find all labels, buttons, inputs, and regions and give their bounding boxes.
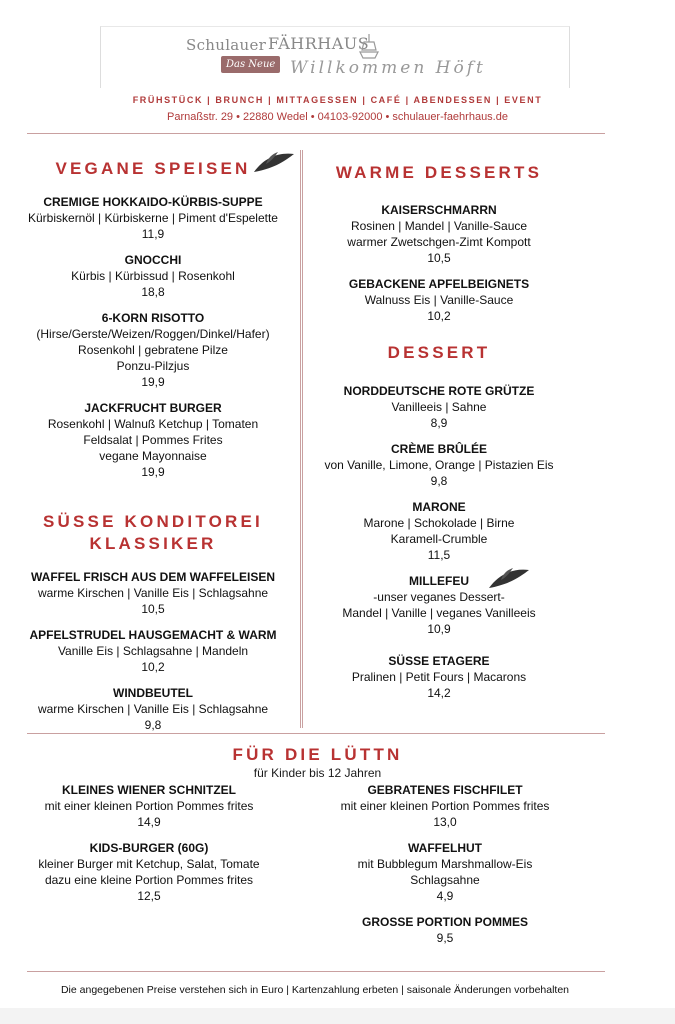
footer-note: Die angegebenen Preise verstehen sich in Euro | Kartenzahlung erbeten | saisonale Änderungen vorbehalten bbox=[60, 984, 570, 996]
item-name: CREMIGE HOKKAIDO-KÜRBIS-SUPPE bbox=[43, 195, 263, 209]
item-desc: warmer Zwetschgen-Zimt Kompott bbox=[347, 235, 531, 249]
menu-item bbox=[308, 653, 570, 701]
item-name: GNOCCHI bbox=[124, 253, 182, 267]
leaf-icon bbox=[487, 566, 531, 592]
item-price: 19,9 bbox=[141, 465, 165, 479]
item-price: 9,5 bbox=[436, 931, 454, 945]
item-price: 14,9 bbox=[137, 815, 161, 829]
item-price: 9,8 bbox=[430, 474, 448, 488]
logo-text-faehrhaus: FÄHRHAUS bbox=[268, 34, 370, 53]
item-desc: mit Bubblegum Marshmallow-Eis bbox=[357, 857, 533, 871]
logo-script: Willkommen Höft bbox=[290, 58, 486, 78]
item-name: KLEINES WIENER SCHNITZEL bbox=[61, 783, 236, 797]
menu-item bbox=[10, 840, 288, 904]
item-name: 6-KORN RISOTTO bbox=[101, 311, 205, 325]
item-name: GEBRATENES FISCHFILET bbox=[367, 783, 523, 797]
menu-item bbox=[14, 569, 292, 617]
warm-desserts-heading: WARME DESSERTS bbox=[335, 163, 543, 182]
item-desc: -unser veganes Dessert- bbox=[373, 590, 505, 604]
item-desc: mit einer kleinen Portion Pommes frites bbox=[340, 799, 550, 813]
item-name: MARONE bbox=[412, 500, 466, 514]
item-name: WAFFELHUT bbox=[408, 841, 482, 855]
leaf-icon bbox=[252, 150, 296, 176]
menu-item bbox=[308, 276, 570, 324]
menu-item bbox=[308, 499, 570, 563]
item-desc: dazu eine kleine Portion Pommes frites bbox=[44, 873, 254, 887]
item-name: APFELSTRUDEL HAUSGEMACHT & WARM bbox=[29, 628, 277, 642]
item-desc: mit einer kleinen Portion Pommes frites bbox=[44, 799, 254, 813]
kids-right-column bbox=[300, 780, 590, 946]
item-name: NORDDEUTSCHE ROTE GRÜTZE bbox=[343, 384, 535, 398]
item-price: 19,9 bbox=[141, 375, 165, 389]
item-name: WINDBEUTEL bbox=[113, 686, 193, 700]
item-desc: Marone | Schokolade | Birne bbox=[363, 516, 515, 530]
item-desc: warme Kirschen | Vanille Eis | Schlagsahne bbox=[37, 586, 269, 600]
item-desc: kleiner Burger mit Ketchup, Salat, Tomate bbox=[38, 857, 260, 871]
item-price: 11,5 bbox=[427, 548, 451, 562]
menu-item bbox=[308, 202, 570, 266]
menu-item bbox=[14, 685, 292, 733]
item-price: 10,5 bbox=[427, 251, 451, 265]
menu-item bbox=[14, 627, 292, 675]
kids-left-column bbox=[10, 780, 288, 904]
item-desc: Pralinen | Petit Fours | Macarons bbox=[351, 670, 527, 684]
divider-top bbox=[27, 133, 605, 134]
item-price: 18,8 bbox=[141, 285, 165, 299]
warm-desserts-section bbox=[308, 162, 570, 324]
item-name: KIDS-BURGER (60G) bbox=[89, 841, 209, 855]
kids-subtitle: für Kinder bis 12 Jahren bbox=[253, 766, 382, 780]
item-name: JACKFRUCHT BURGER bbox=[84, 401, 222, 415]
item-price: 10,5 bbox=[141, 602, 165, 616]
kids-heading: FÜR DIE LÜTTN bbox=[232, 745, 403, 764]
item-name: SÜSSE ETAGERE bbox=[388, 654, 490, 668]
logo-badge: Das Neue bbox=[221, 56, 280, 73]
item-desc: (Hirse/Gerste/Weizen/Roggen/Dinkel/Hafer) bbox=[36, 327, 270, 341]
item-desc: Schlagsahne bbox=[410, 873, 480, 887]
vegan-heading: VEGANE SPEISEN bbox=[55, 159, 251, 178]
item-desc: Karamell-Crumble bbox=[390, 532, 488, 546]
item-desc: Kürbis | Kürbissud | Rosenkohl bbox=[71, 269, 235, 283]
menu-item bbox=[14, 252, 292, 300]
item-price: 10,9 bbox=[427, 622, 451, 636]
item-price: 9,8 bbox=[144, 718, 162, 732]
item-desc: von Vanille, Limone, Orange | Pistazien Eis bbox=[324, 458, 554, 472]
item-desc: Vanilleeis | Sahne bbox=[391, 400, 487, 414]
item-price: 11,9 bbox=[141, 227, 165, 241]
divider-kids bbox=[27, 733, 605, 734]
menu-item bbox=[300, 840, 590, 904]
item-desc: Kürbiskernöl | Kürbiskerne | Piment d'Espelette bbox=[28, 211, 278, 225]
pastry-heading-line1: SÜSSE KONDITOREI bbox=[43, 512, 263, 531]
item-desc: warme Kirschen | Vanille Eis | Schlagsahne bbox=[37, 702, 269, 716]
menu-item bbox=[14, 310, 292, 390]
header-address: Parnaßstr. 29 • 22880 Wedel • 04103-92000 • schulauer-faehrhaus.de bbox=[167, 111, 508, 123]
item-price: 13,0 bbox=[433, 815, 457, 829]
item-name: CRÈME BRÛLÉE bbox=[390, 442, 487, 456]
item-desc: Rosenkohl | gebratene Pilze bbox=[78, 343, 228, 357]
pastry-section bbox=[14, 511, 292, 733]
item-price: 4,9 bbox=[436, 889, 454, 903]
menu-item bbox=[10, 782, 288, 830]
dessert-section bbox=[308, 342, 570, 701]
logo bbox=[100, 26, 570, 90]
item-desc: Ponzu-Pilzjus bbox=[116, 359, 190, 373]
divider-footer bbox=[27, 971, 605, 972]
bottom-strip bbox=[0, 1008, 675, 1024]
item-price: 14,2 bbox=[427, 686, 451, 700]
item-desc: Rosenkohl | Walnuß Ketchup | Tomaten bbox=[47, 417, 259, 431]
dessert-heading: DESSERT bbox=[387, 343, 491, 362]
item-desc: Walnuss Eis | Vanille-Sauce bbox=[364, 293, 514, 307]
menu-item bbox=[14, 400, 292, 480]
vegan-section bbox=[14, 158, 292, 480]
pastry-heading-line2: KLASSIKER bbox=[89, 534, 217, 553]
item-desc: Feldsalat | Pommes Frites bbox=[83, 433, 223, 447]
item-name: GEBACKENE APFELBEIGNETS bbox=[348, 277, 530, 291]
item-desc: Vanille Eis | Schlagsahne | Mandeln bbox=[57, 644, 249, 658]
item-price: 10,2 bbox=[141, 660, 165, 674]
menu-item bbox=[308, 441, 570, 489]
item-price: 8,9 bbox=[430, 416, 448, 430]
item-name: KAISERSCHMARRN bbox=[381, 203, 497, 217]
item-desc: Mandel | Vanille | veganes Vanilleeis bbox=[342, 606, 536, 620]
item-name: WAFFEL FRISCH AUS DEM WAFFELEISEN bbox=[30, 570, 275, 584]
item-price: 12,5 bbox=[137, 889, 161, 903]
menu-item bbox=[308, 383, 570, 431]
menu-item bbox=[300, 914, 590, 946]
item-name: MILLEFEU bbox=[409, 574, 469, 588]
item-price: 10,2 bbox=[427, 309, 451, 323]
column-divider bbox=[300, 150, 303, 728]
menu-item bbox=[300, 782, 590, 830]
header-nav: FRÜHSTÜCK | BRUNCH | MITTAGESSEN | CAFÉ | ABENDESSEN | EVENT bbox=[132, 95, 543, 105]
menu-item bbox=[14, 194, 292, 242]
item-name: GROSSE PORTION POMMES bbox=[361, 915, 529, 929]
item-desc: vegane Mayonnaise bbox=[99, 449, 207, 463]
logo-text-schulauer: Schulauer bbox=[186, 36, 267, 54]
item-desc: Rosinen | Mandel | Vanille-Sauce bbox=[350, 219, 528, 233]
